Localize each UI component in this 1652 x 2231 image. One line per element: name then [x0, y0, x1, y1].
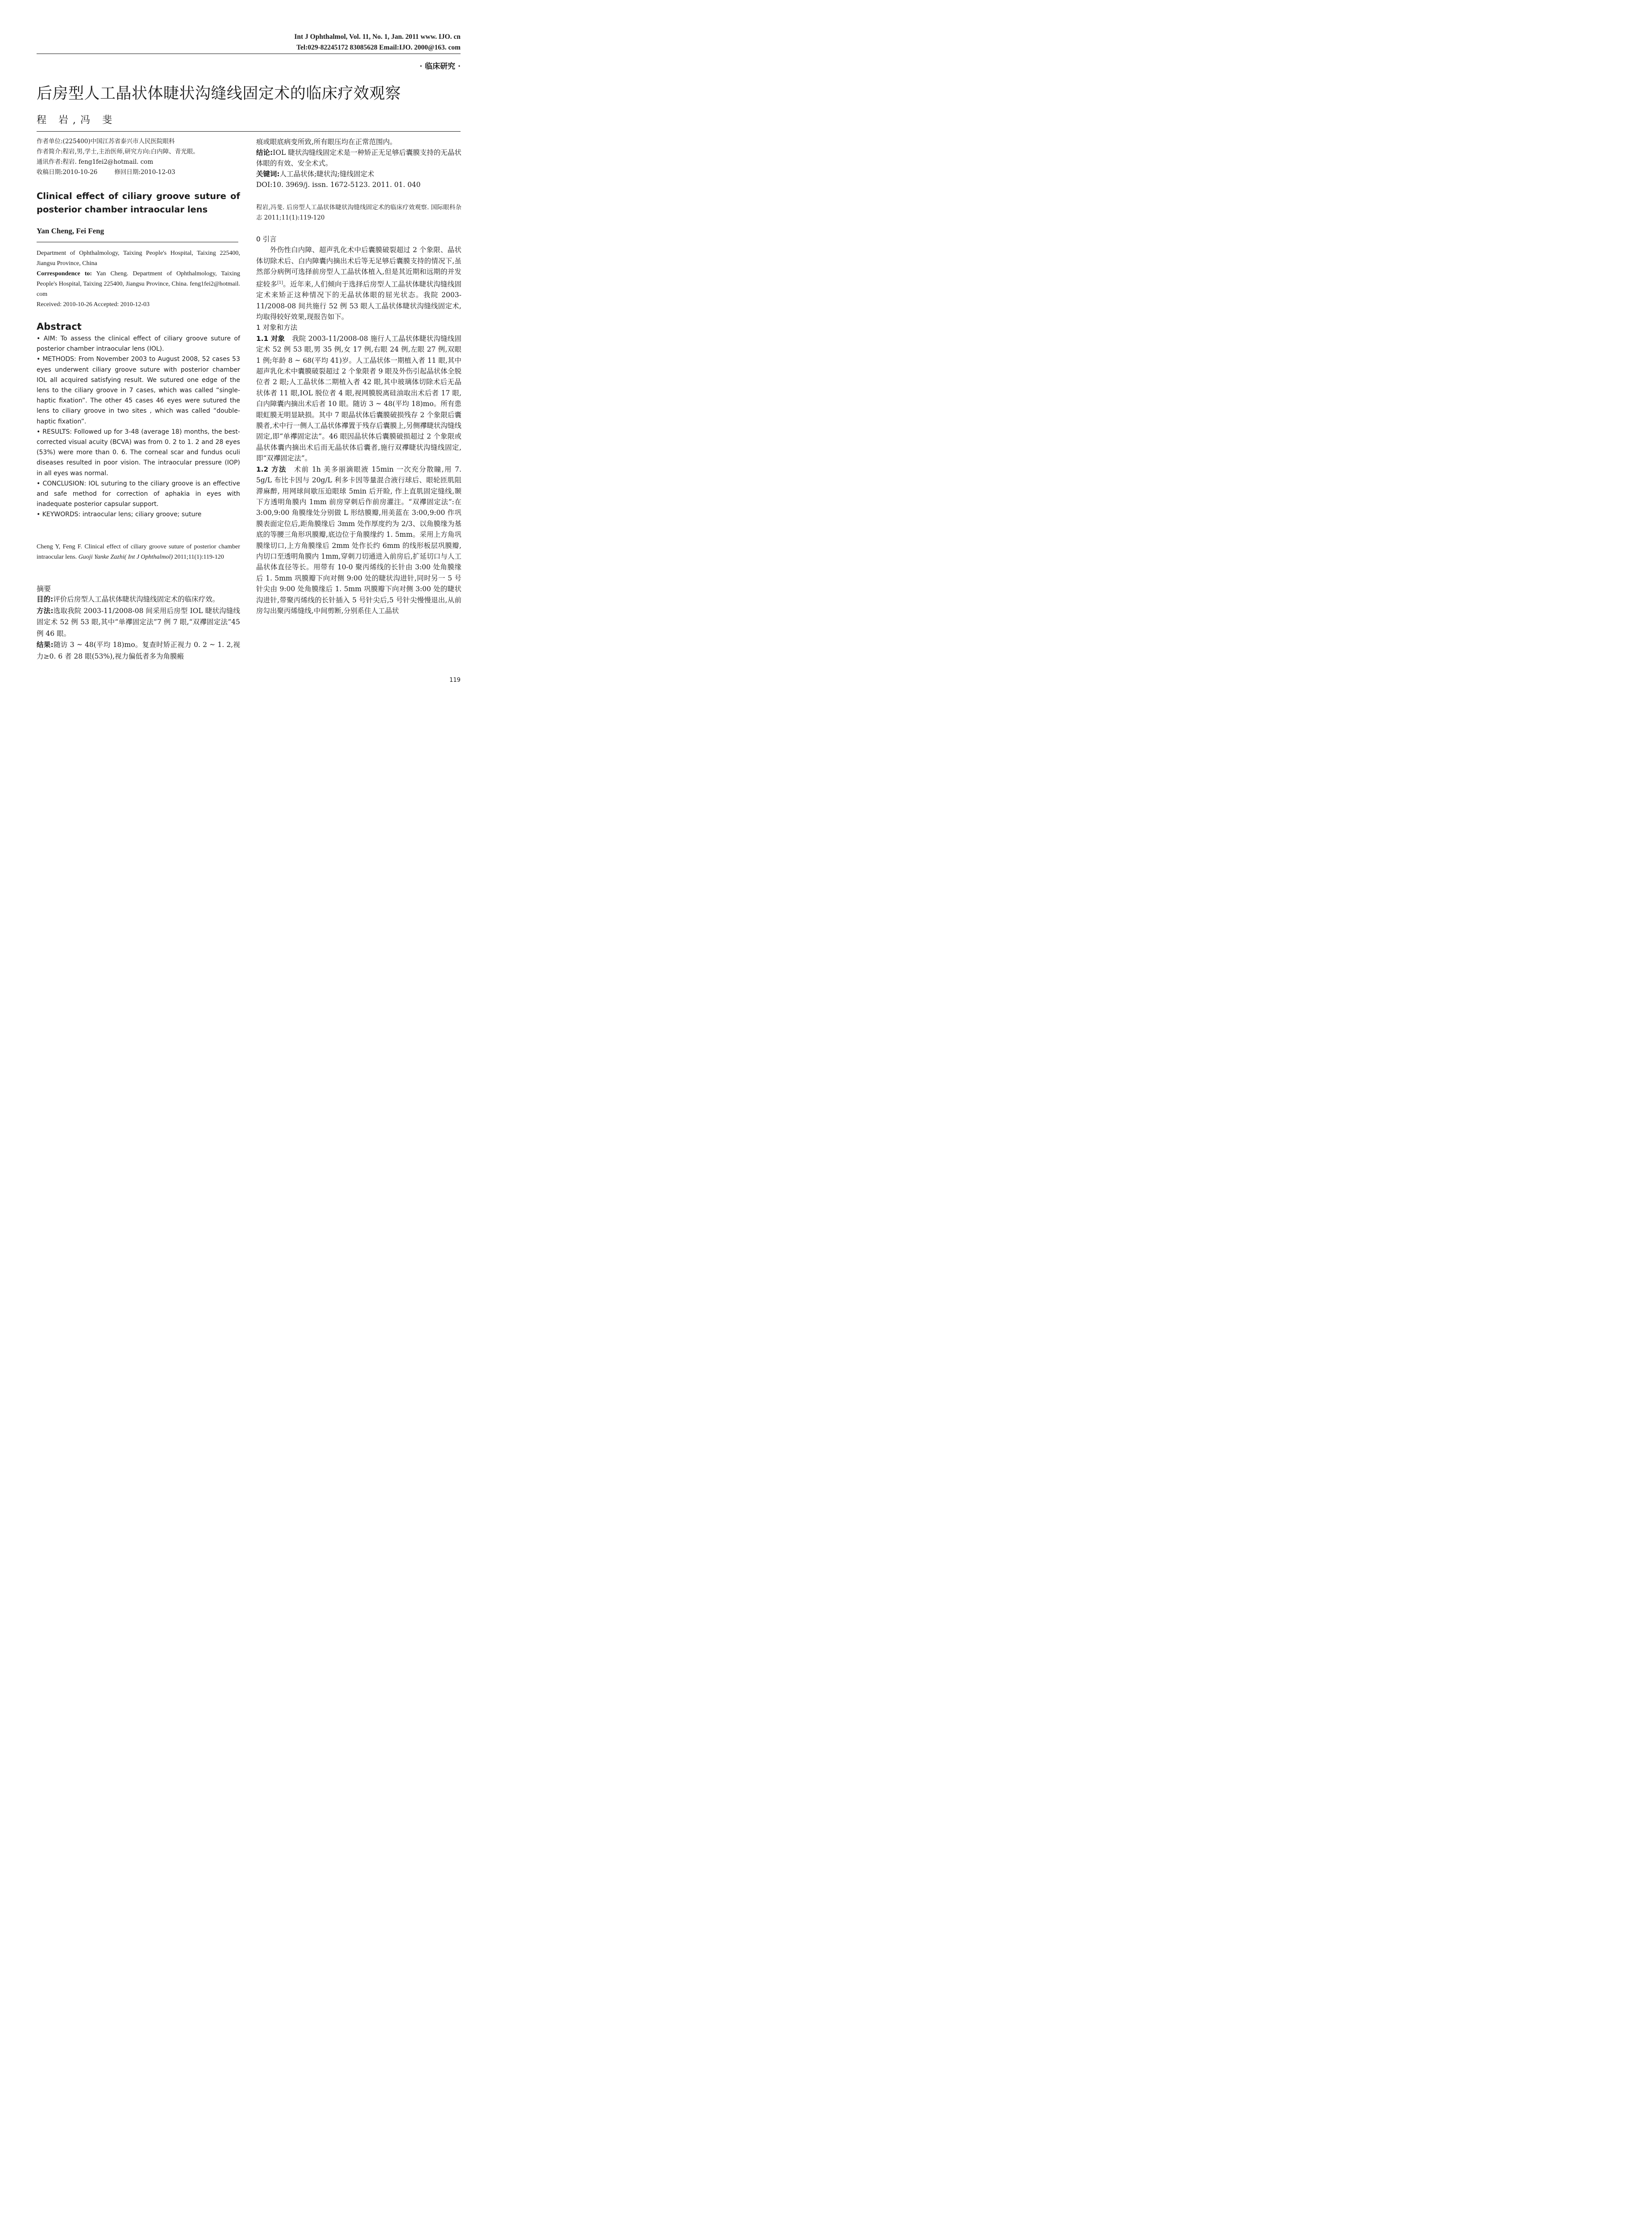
citation-cn: 程岩,冯斐. 后房型人工晶状体睫状沟缝线固定术的临床疗效观察. 国际眼科杂志 2011;11(1):119-120 — [256, 204, 461, 221]
intro-heading: 0 引言 — [256, 235, 277, 243]
article-title-cn: 后房型人工晶状体睫状沟缝线固定术的临床疗效观察 — [37, 85, 401, 103]
intro-reference: [1] — [277, 280, 283, 285]
abstract-keywords: • KEYWORDS: intraocular lens; ciliary groove; suture — [37, 511, 202, 518]
doi: DOI:10. 3969/j. issn. 1672-5123. 2011. 01. 040 — [256, 181, 421, 189]
abstract-results: • RESULTS: Followed up for 3-48 (average 18) months, the best-corrected visual acuity (BCVA) was from 0. 2 to 1. 2 and 28 eyes (53%) were more than 0. 6. The corneal scar and fundus oculi diseases resulted in poor vision. The intraocular pressure (IOP) in all eyes was normal. — [37, 428, 240, 477]
abstract-heading: Abstract — [37, 321, 82, 332]
zhaiyao-aim-text: 评价后房型人工晶状体睫状沟缝线固定术的临床疗效。 — [53, 595, 220, 603]
correspondence-text: Yan Cheng. Department of Ophthalmology, Taixing People's Hospital, Taixing 225400, Jiangsu Province, China. feng1fei2@hotmail. com — [37, 270, 240, 298]
zhaiyao-aim — [37, 594, 240, 605]
method-label: 1.2 方法 — [256, 465, 287, 473]
method-paragraph — [256, 464, 461, 617]
correspondence-label: Correspondence to: — [37, 270, 92, 277]
journal-contact-line: Tel:029-82245172 83085628 Email:IJO. 2000@163. com — [296, 44, 461, 51]
zhaiyao-results-cont: 痕或眼底病变所致,所有眼压均在正常范围内。 — [256, 138, 397, 146]
zhaiyao-keywords-text: 人工晶状体;睫状沟;缝线固定术 — [279, 170, 374, 178]
page-number: 119 — [449, 677, 461, 684]
intro-text: 外伤性白内障、超声乳化术中后囊膜破裂超过 2 个象限、晶状体切除术后、白内障囊内摘出术后等无足够后囊膜支持的情况下,虽然部分病例可选择前房型人工晶状体植入,但是其近期和远期的并发症较多 — [256, 246, 461, 288]
authors-cn: 程 岩,冯 斐 — [37, 115, 116, 126]
department: Department of Ophthalmology, Taixing People's Hospital, Taixing 225400, Jiangsu Province, China — [37, 250, 240, 267]
objects-text: 我院 2003-11/2008-08 施行人工晶状体睫状沟缝线固定术 52 例 53 眼,男 35 例,女 17 例,右眼 24 例,左眼 27 例,双眼 1 例;年龄 8 ~ 68(平均 41)岁。人工晶状体一期植入者 11 眼,其中超声乳化术中囊膜破裂超过 2 个象限者 9 眼及外伤引起晶状体全脱位者 2 眼;人工晶状体二期植入者 42 眼,其中玻璃体切除术后无晶状体者 11 眼,IOL 脱位者 4 眼,视网膜脱离硅油取出术后者 17 眼,白内障囊内摘出术后者 10 眼。随访 3 ~ 48(平均 18)mo。所有患眼虹膜无明显缺损。其中 7 眼晶状体后囊膜破损残存 2 个象限后囊膜者,术中行一侧人工晶状体襻置于残存后囊膜上,另侧襻睫状沟缝线固定,即“单襻固定法”。46 眼因晶状体后囊膜破损超过 2 个象限或晶状体囊内摘出术后而无晶状体后囊者,施行双襻睫状沟缝线固定,即“双襻固定法”。 — [256, 334, 461, 463]
zhaiyao-conclusion-text: IOL 睫状沟缝线固定术是一种矫正无足够后囊膜支持的无晶状体眼的有效、安全术式。 — [256, 149, 461, 167]
zhaiyao-heading: 摘要 — [37, 585, 51, 593]
abstract-aim: • AIM: To assess the clinical effect of ciliary groove suture of posterior chamber intraocular lens (IOL). — [37, 335, 240, 353]
revised-date: 修回日期:2010-12-03 — [114, 169, 175, 176]
citation-en-journal: Guoji Yanke Zazhi( Int J Ophthalmol) — [78, 554, 173, 560]
objects-label: 1.1 对象 — [256, 334, 285, 343]
citation-en — [37, 542, 240, 562]
citation-en-volume: 2011;11(1):119-120 — [173, 554, 224, 560]
journal-header-line: Int J Ophthalmol, Vol. 11, No. 1, Jan. 2011 www. IJO. cn — [294, 33, 461, 41]
abstract-conclusion: • CONCLUSION: IOL suturing to the ciliary groove is an effective and safe method for correction of aphakia in eyes with inadequate posterior capsular support. — [37, 480, 240, 508]
zhaiyao-methods — [37, 605, 240, 640]
title-rule — [37, 131, 461, 132]
authors-en: Yan Cheng, Fei Feng — [37, 227, 104, 235]
zhaiyao-aim-label: 目的: — [37, 595, 54, 603]
received-date: 收稿日期:2010-10-26 — [37, 169, 98, 176]
citation-en-main: Cheng Y, Feng F. Clinical effect of ciliary groove suture of posterior chamber intraocular lens. — [37, 543, 240, 560]
journal-page — [0, 0, 495, 701]
zhaiyao-keywords-label: 关键词: — [256, 170, 280, 178]
received-accepted: Received: 2010-10-26 Accepted: 2010-12-03 — [37, 301, 150, 308]
zhaiyao-results — [37, 639, 240, 662]
intro-text-rest: 。近年来,人们倾向于选择后房型人工晶状体睫状沟缝线固定术来矫正这种情况下的无晶状体眼的屈光状态。我院 2003-11/2008-08 间共施行 52 例 53 眼人工晶状体睫状沟缝线固定术,均取得较好效果,现报告如下。 — [256, 280, 461, 321]
dates-row — [37, 167, 240, 178]
affiliation-block — [37, 248, 240, 310]
abstract-body — [37, 334, 240, 520]
zhaiyao-conclusion — [256, 147, 461, 169]
abstract-methods: • METHODS: From November 2003 to August 2008, 52 cases 53 eyes underwent ciliary groove suture with posterior chamber IOL all acquired satisfying result. We sutured one edge of the lens to the ciliary groove in 7 cases, which was called “single-haptic fixation”. The other 45 cases 46 eyes were sutured the lens to ciliary groove in two sites , which was called “double-haptic fixation”. — [37, 356, 240, 425]
author-bio: 作者简介:程岩,男,学士,主治医师,研究方向:白内障、青光眼。 — [37, 148, 199, 155]
zhaiyao-results-text: 随访 3 ~ 48(平均 18)mo。复查时矫正视力 0. 2 ~ 1. 2,视力≥0. 6 者 28 眼(53%),视力偏低者多为角膜瘢 — [37, 641, 240, 660]
corresponding-author: 通讯作者:程岩. feng1fei2@hotmail. com — [37, 158, 154, 166]
intro-paragraph — [256, 245, 461, 322]
methods-heading: 1 对象和方法 — [256, 323, 298, 332]
zhaiyao-methods-label: 方法: — [37, 606, 54, 615]
article-title-en: Clinical effect of ciliary groove suture of posterior chamber intraocular lens — [37, 191, 240, 215]
author-unit: 作者单位:(225400)中国江苏省泰兴市人民医院眼科 — [37, 138, 175, 145]
objects-paragraph — [256, 333, 461, 464]
correspondence — [37, 269, 240, 299]
zhaiyao-body-left — [37, 594, 240, 663]
method-text: 术前 1h 美多丽滴眼液 15min 一次充分散瞳,用 7. 5g/L 布比卡因与 20g/L 利多卡因等量混合液行球后、眼轮匝肌阻滞麻醉, 用网球间歇压迫眼球 5min 后开睑, 作上直肌固定缝线,颞下方透明角膜内 1mm 前房穿刺后作前房灌注。“双襻固定法”:在 3:00,9:00 角膜缘处分别做 L 形结膜瓣,用美蓝在 3:00,9:00 作巩膜表面定位后,距角膜缘后 3mm 处作厚度约为 2/3、以角膜缘为基底的等腰三角形巩膜瓣,底边位于角膜缘约 1. 5mm。采用上方角巩膜缘切口,上方角膜缘后 2mm 处作长约 6mm 的线形板层巩膜瓣,内切口至透明角膜内 1mm,穿刺刀切通进入前房后,扩延切口与人工晶状体直径等长。用带有 10-0 聚丙烯线的长针由 3:00 处角膜缘后 1. 5mm 巩膜瓣下向对侧 9:00 处的睫状沟进针,同时另一 5 号针尖由 9:00 处角膜缘后 1. 5mm 巩膜瓣下向对侧 3:00 处的睫状沟进针,带聚丙烯线的长针插入 5 号针尖后,5 号针尖慢慢退出,从前房勾出聚丙烯缝线,中间剪断,分别系住人工晶状 — [256, 465, 462, 615]
zhaiyao-methods-text: 选取我院 2003-11/2008-08 间采用后房型 IOL 睫状沟缝线固定术 52 例 53 眼,其中“单襻固定法”7 例 7 眼,“双襻固定法”45 例 46 眼。 — [37, 606, 240, 638]
main-body — [256, 234, 461, 616]
zhaiyao-results-label: 结果: — [37, 641, 54, 649]
zhaiyao-body-right — [256, 137, 461, 190]
zhaiyao-conclusion-label: 结论: — [256, 149, 273, 157]
zhaiyao-keywords — [256, 169, 461, 179]
author-info-block — [37, 137, 240, 178]
section-tag: · 临床研究 · — [419, 62, 461, 71]
